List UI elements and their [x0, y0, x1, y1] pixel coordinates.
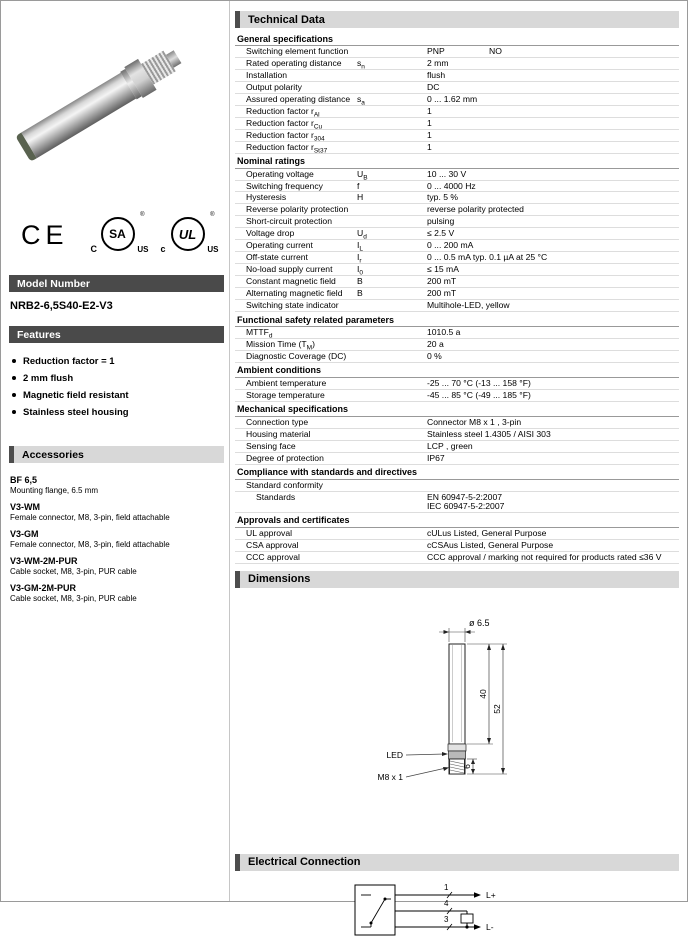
accessory-name: V3-WM-2M-PUR	[10, 556, 78, 566]
electrical-connection-header-label: Electrical Connection	[248, 856, 361, 869]
wiring-diagram	[235, 879, 675, 943]
feature-item: Stainless steel housing	[11, 407, 224, 418]
spec-row: $MTTF_d$ 1010.5 a	[235, 327, 679, 339]
dim-thread-length-label: 6	[462, 763, 472, 769]
led-ring	[449, 751, 466, 759]
pin1-label: 1	[444, 882, 449, 892]
accessories-header	[9, 446, 224, 463]
spec-row: Storage temperature -45 ... 85 °C (-49 ... 185 °F)	[235, 390, 679, 402]
spec-section-title: General specifications	[235, 31, 679, 46]
csa-mark-circle: SA	[101, 217, 135, 251]
spec-row: Alternating magnetic field B 200 mT	[235, 288, 679, 300]
accessory-name: V3-GM	[10, 529, 39, 539]
spec-row: Reduction factor $r_{St37}$ 1	[235, 142, 679, 154]
spec-section-title: Approvals and certificates	[235, 513, 679, 528]
csa-mark	[90, 212, 149, 255]
accessories-header-label: Accessories	[22, 448, 84, 461]
spec-row: Switching state indicator Multihole-LED, yellow	[235, 300, 679, 312]
spec-row: Housing material Stainless steel 1.4305 / AISI 303	[235, 429, 679, 441]
spec-subheading-row: Standard conformity	[235, 480, 679, 492]
pin3-label: 3	[444, 914, 449, 924]
dimensions-header-label: Dimensions	[248, 573, 311, 586]
ul-canada-letter: c	[160, 244, 166, 254]
spec-row: Reduction factor $r_{Cu}$ 1	[235, 118, 679, 130]
load-symbol	[461, 914, 473, 923]
spec-row: Operating current $I_L$ 0 ... 200 mA	[235, 240, 679, 252]
certification-marks	[21, 211, 224, 259]
junction-dot	[465, 925, 468, 928]
spec-row: Sensing face LCP , green	[235, 441, 679, 453]
clamp-collar	[448, 744, 466, 751]
features-header: Features	[9, 326, 224, 343]
ul-us-letters: US	[207, 245, 219, 254]
spec-row: No-load supply current $I_0$ ≤ 15 mA	[235, 264, 679, 276]
sensor-body	[21, 73, 136, 158]
spec-row: Degree of protection IP67	[235, 453, 679, 465]
spec-row: CSA approval cCSAus Listed, General Purpose	[235, 540, 679, 552]
spec-row: Operating voltage $U_B$ 10 ... 30 V	[235, 169, 679, 181]
spec-row: Output polarity DC	[235, 82, 679, 94]
spec-row: Installation flush	[235, 70, 679, 82]
spec-row: Standards EN 60947-5-2:2007 IEC 60947-5-2:2007	[235, 492, 679, 513]
accessory-description: Cable socket, M8, 3-pin, PUR cable	[10, 594, 137, 603]
model-number-header: Model Number	[9, 275, 224, 292]
spec-row: Reverse polarity protection reverse polarity protected	[235, 204, 679, 216]
spec-row: Reduction factor $r_{304}$ 1	[235, 130, 679, 142]
accessory-description: Mounting flange, 6.5 mm	[10, 486, 99, 495]
accessory-description: Female connector, M8, 3-pin, field attachable	[10, 513, 170, 522]
csa-registered-icon: ®	[140, 212, 145, 218]
technical-table	[235, 31, 679, 564]
spec-row: Assured operating distance $s_a$ 0 ... 1.62 mm	[235, 94, 679, 106]
spec-section-title: Compliance with standards and directives	[235, 465, 679, 480]
electrical-connection-header	[235, 854, 679, 871]
lminus-arrow-icon	[474, 924, 481, 930]
csa-canada-letter: C	[90, 244, 98, 254]
lplus-label: L+	[486, 889, 496, 900]
dim-diameter-label: ø 6.5	[469, 617, 490, 628]
sensor-symbol-box	[355, 885, 395, 935]
accessory-name: V3-WM	[10, 502, 40, 512]
spec-section-title: Nominal ratings	[235, 154, 679, 169]
right-column	[229, 1, 687, 932]
lplus-arrow-icon	[474, 892, 481, 898]
dimension-drawing	[235, 594, 675, 850]
accessory-name: BF 6,5	[10, 475, 38, 485]
spec-row: Reduction factor $r_{Al}$ 1	[235, 106, 679, 118]
feature-item: 2 mm flush	[11, 373, 224, 384]
spec-row: Rated operating distance $s_n$ 2 mm	[235, 58, 679, 70]
spec-row: CCC approval CCC approval / marking not required for products rated ≤36 V	[235, 552, 679, 564]
ce-mark: CE	[21, 219, 69, 250]
model-number-value: NRB2-6,5S40-E2-V3	[10, 300, 113, 312]
spec-row: Switching frequency f 0 ... 4000 Hz	[235, 181, 679, 193]
left-column	[1, 1, 229, 901]
spec-row: Switching element function PNP NO	[235, 46, 679, 58]
spec-row: UL approval cULus Listed, General Purpose	[235, 528, 679, 540]
spec-section-title: Ambient conditions	[235, 363, 679, 378]
feature-item: Magnetic field resistant	[11, 390, 224, 401]
accessories-list	[9, 463, 224, 603]
spec-row: Short-circuit protection pulsing	[235, 216, 679, 228]
spec-row: Voltage drop $U_d$ ≤ 2.5 V	[235, 228, 679, 240]
diameter-dimension	[439, 628, 475, 642]
electrical-drawing-area	[235, 879, 679, 943]
sensor-image	[14, 41, 187, 165]
technical-data-header	[235, 11, 679, 28]
spec-row: Hysteresis H typ. 5 %	[235, 192, 679, 204]
features-list	[9, 343, 224, 434]
accessory-name: V3-GM-2M-PUR	[10, 583, 77, 593]
spec-row: Off-state current $I_r$ 0 ... 0.5 mA typ. 0.1 µA at 25 °C	[235, 252, 679, 264]
led-label: LED	[386, 749, 403, 760]
spec-section-title: Functional safety related parameters	[235, 312, 679, 327]
accessory-description: Cable socket, M8, 3-pin, PUR cable	[10, 567, 137, 576]
spec-section-title: Mechanical specifications	[235, 402, 679, 417]
feature-item: Reduction factor = 1	[11, 356, 224, 367]
spec-row: Diagnostic Coverage (DC) 0 %	[235, 351, 679, 363]
product-photo	[9, 9, 224, 201]
thread-size-label: M8 x 1	[377, 771, 403, 782]
pin4-label: 4	[444, 898, 449, 908]
ul-mark-circle: UL	[171, 217, 205, 251]
lminus-label: L-	[486, 921, 494, 932]
ul-registered-icon: ®	[210, 212, 215, 218]
spec-row: Connection type Connector M8 x 1 , 3-pin	[235, 417, 679, 429]
dim-body-length-label: 40	[478, 689, 488, 699]
dim-total-length-label: 52	[492, 704, 502, 714]
accessory-description: Female connector, M8, 3-pin, field attachable	[10, 540, 170, 549]
spec-row: Constant magnetic field B 200 mT	[235, 276, 679, 288]
dimension-drawing-area	[235, 594, 679, 850]
spec-row: Ambient temperature -25 ... 70 °C (-13 ... 158 °F)	[235, 378, 679, 390]
culus-mark	[160, 212, 219, 255]
technical-data-header-label: Technical Data	[248, 13, 325, 26]
csa-us-letters: US	[137, 245, 149, 254]
dimensions-header	[235, 571, 679, 588]
spec-row: Mission Time $(T_M)$ 20 a	[235, 339, 679, 351]
